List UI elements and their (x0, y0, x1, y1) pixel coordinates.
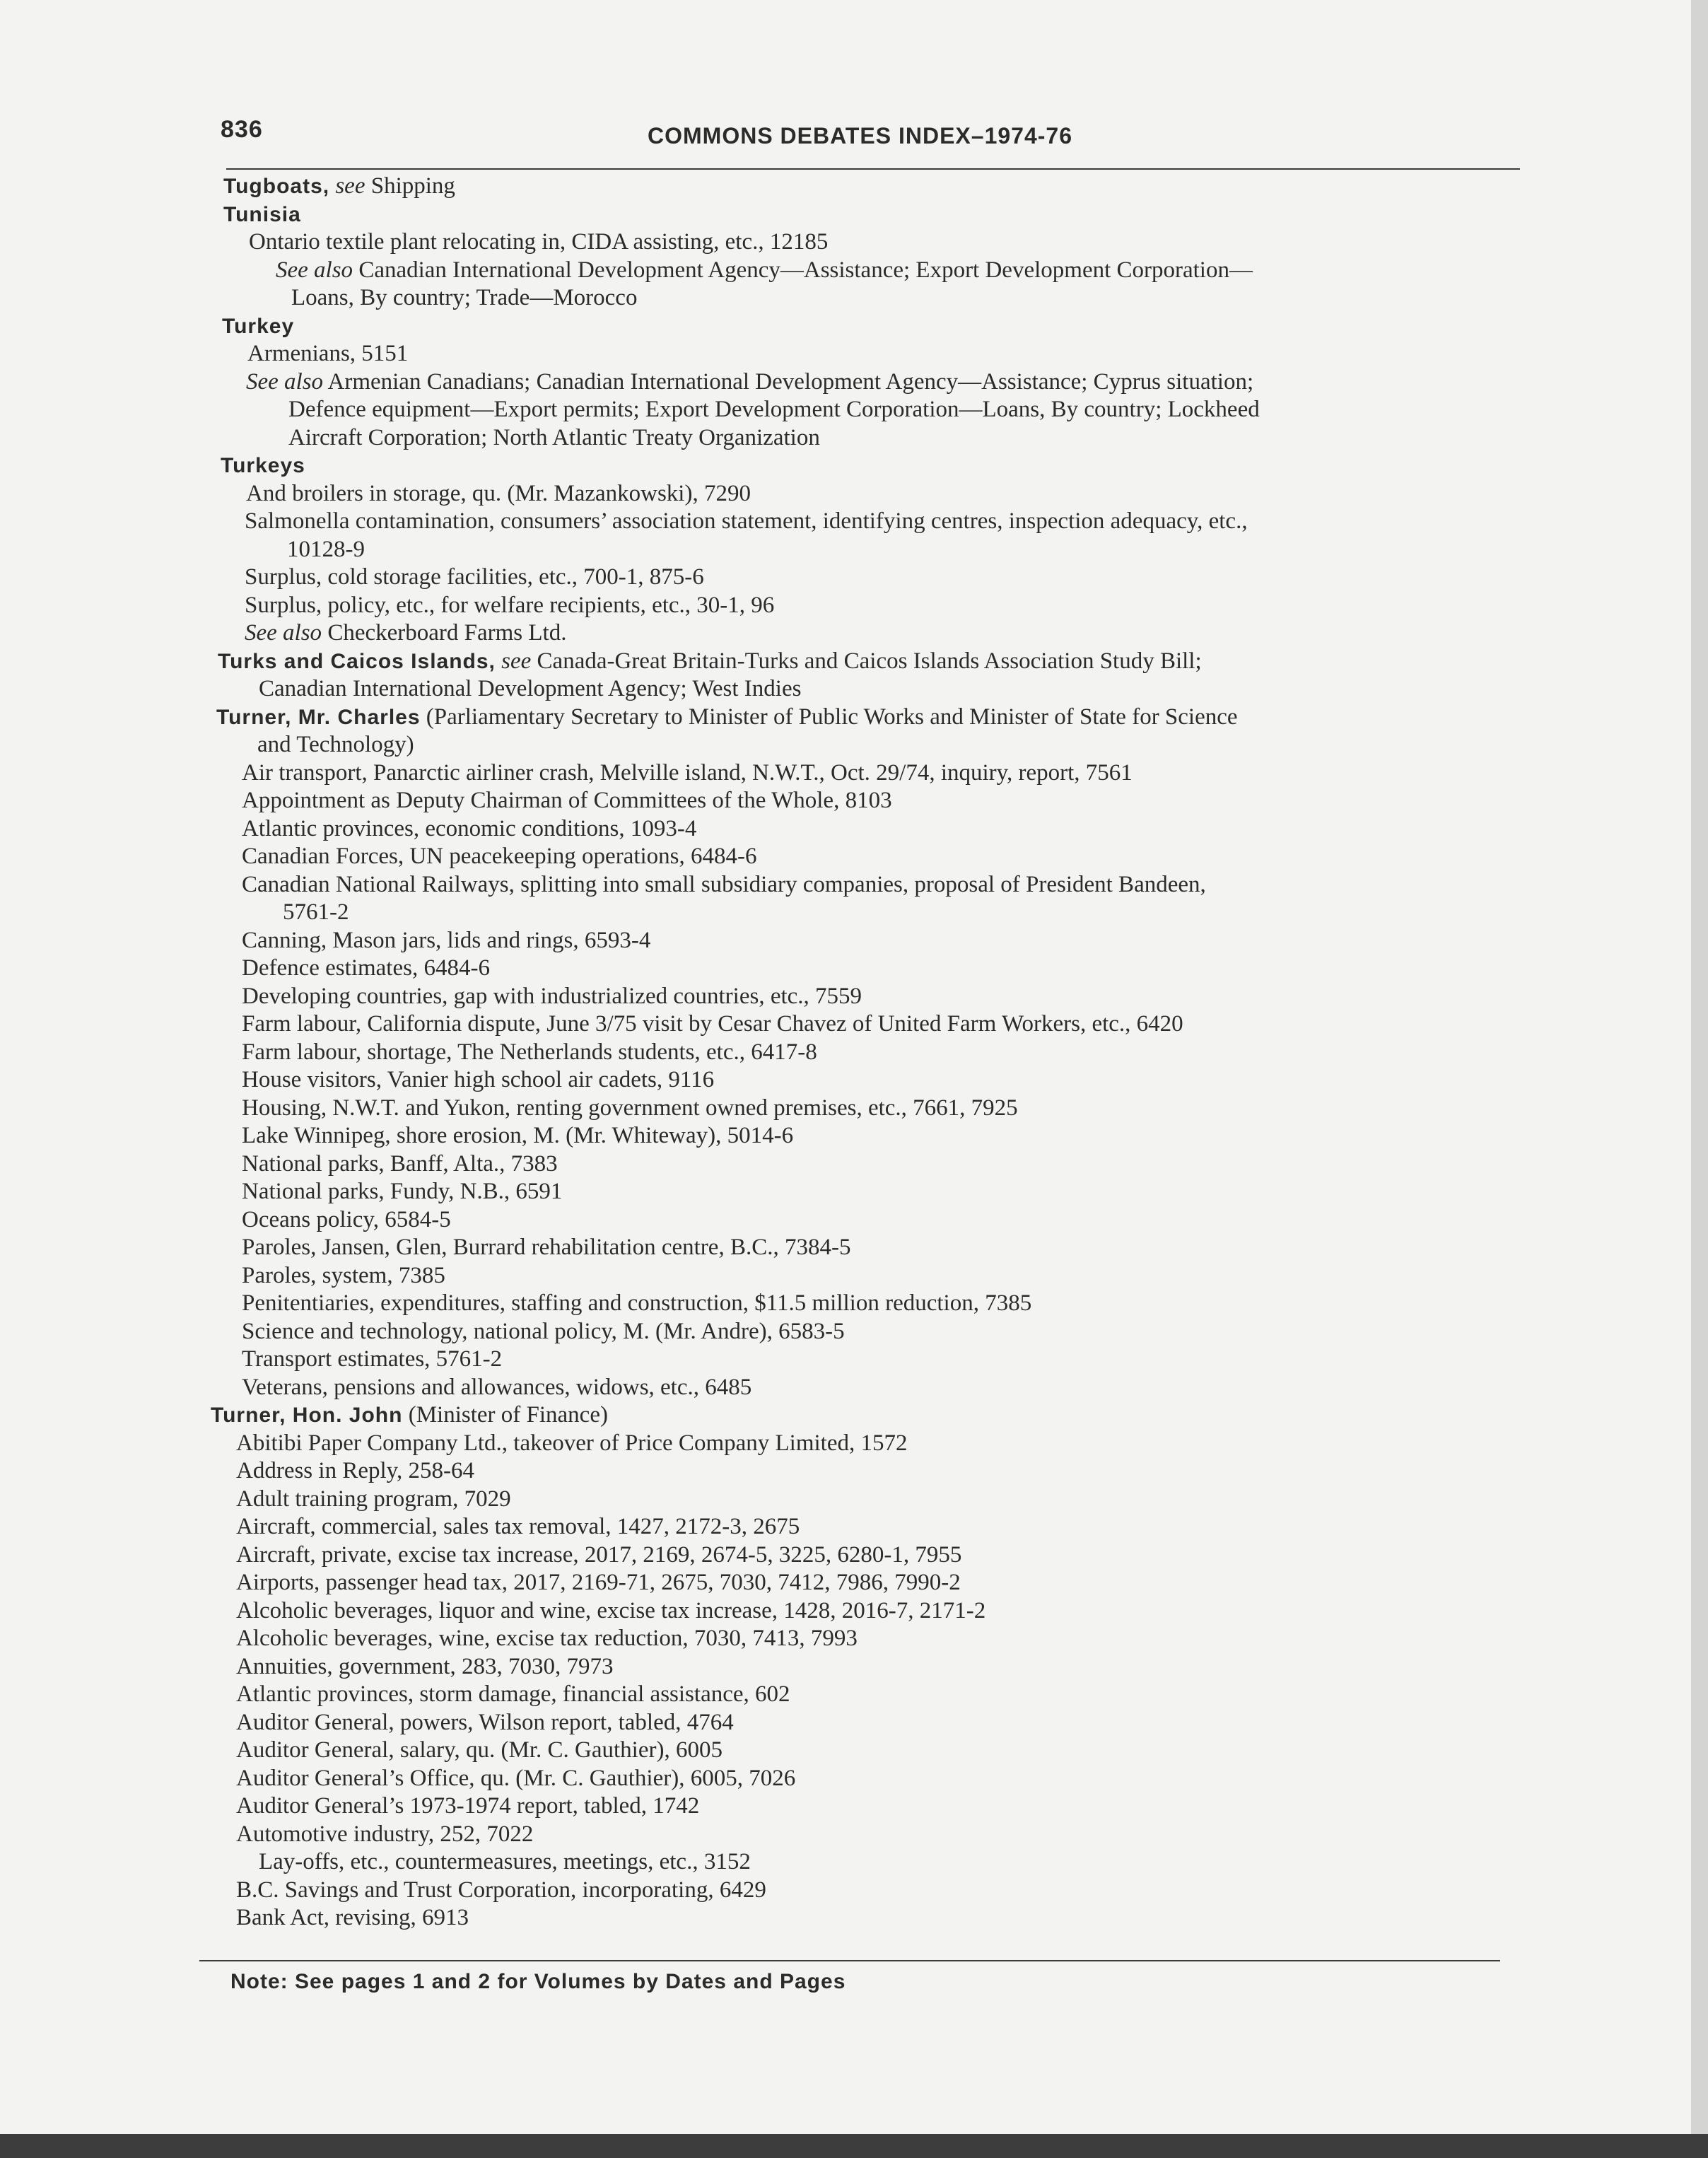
footer-rule (199, 1960, 1500, 1961)
subentry: Defence estimates, 6484-6 (242, 955, 490, 981)
entry-description: (Parliamentary Secretary to Minister of Public Works and Minister of State for Science (426, 704, 1238, 730)
subentry: Aircraft, private, excise tax increase, 2017, 2169, 2674-5, 3225, 6280-1, 7955 (236, 1541, 962, 1568)
subentry: Science and technology, national policy, M. (Mr. Andre), 6583-5 (242, 1318, 845, 1344)
entry-heading: Turks and Caicos Islands, (218, 649, 496, 673)
subentry: Paroles, system, 7385 (242, 1262, 445, 1288)
subentry: Canadian National Railways, splitting into small subsidiary companies, proposal of President Bandeen, (242, 871, 1206, 897)
subentry-continuation: 5761-2 (283, 899, 349, 925)
see-also (205, 257, 1548, 285)
subentry: Farm labour, California dispute, June 3/75 visit by Cesar Chavez of United Farm Workers, etc., 6420 (242, 1011, 1183, 1037)
page-header (221, 113, 1521, 156)
cross-reference: Canada-Great Britain-Turks and Caicos Islands Association Study Bill; (537, 648, 1202, 674)
subentry: Abitibi Paper Company Ltd., takeover of Price Company Limited, 1572 (236, 1430, 908, 1456)
subentry: Housing, N.W.T. and Yukon, renting government owned premises, etc., 7661, 7925 (242, 1095, 1018, 1121)
see-label: see (335, 173, 365, 199)
see-also-continuation: Loans, By country; Trade—Morocco (291, 285, 638, 310)
subentry: B.C. Savings and Trust Corporation, incorporating, 6429 (236, 1877, 766, 1903)
see-also-continuation: Defence equipment—Export permits; Export Development Corporation—Loans, By country; Lockheed (288, 397, 1260, 422)
running-title: COMMONS DEBATES INDEX–1974-76 (648, 123, 1072, 148)
entry-turner-charles (205, 704, 1548, 732)
subentry: Atlantic provinces, economic conditions, 1093-4 (242, 815, 697, 841)
entry-description: (Minister of Finance) (408, 1402, 608, 1428)
subentry: Auditor General, powers, Wilson report, tabled, 4764 (236, 1709, 734, 1735)
page-number: 836 (221, 116, 263, 143)
subentry: Auditor General, salary, qu. (Mr. C. Gauthier), 6005 (236, 1737, 723, 1763)
see-also-label: See also (245, 620, 322, 646)
entry-heading: Tunisia (223, 202, 301, 226)
subentry: Veterans, pensions and allowances, widows, etc., 6485 (242, 1374, 752, 1400)
entry-heading: Turkeys (221, 454, 305, 477)
subentry: And broilers in storage, qu. (Mr. Mazankowski), 7290 (246, 480, 751, 506)
subentry: Annuities, government, 283, 7030, 7973 (236, 1653, 614, 1679)
subentry: Appointment as Deputy Chairman of Committees of the Whole, 8103 (242, 788, 892, 813)
see-also (205, 368, 1548, 397)
see-also (205, 619, 1548, 648)
subentry-continuation: 10128-9 (287, 536, 365, 562)
subentry: National parks, Fundy, N.B., 6591 (242, 1179, 563, 1204)
subentry: Airports, passenger head tax, 2017, 2169-71, 2675, 7030, 7412, 7986, 7990-2 (236, 1570, 961, 1595)
subentry: Oceans policy, 6584-5 (242, 1206, 451, 1232)
entry-description-continuation: and Technology) (257, 732, 414, 757)
subentry: Canning, Mason jars, lids and rings, 6593-4 (242, 927, 651, 953)
subentry: Auditor General’s 1973-1974 report, tabled, 1742 (236, 1793, 700, 1819)
subentry: Automotive industry, 252, 7022 (236, 1821, 534, 1847)
entry-heading: Turner, Mr. Charles (216, 705, 421, 729)
cross-reference-continuation: Canadian International Development Agency; West Indies (259, 676, 802, 701)
subentry: Adult training program, 7029 (236, 1486, 511, 1512)
subentry: Transport estimates, 5761-2 (242, 1346, 503, 1372)
subentry: Penitentiaries, expenditures, staffing and construction, $11.5 million reduction, 7385 (242, 1290, 1032, 1316)
subentry: Atlantic provinces, storm damage, financial assistance, 602 (236, 1681, 790, 1707)
subentry: Salmonella contamination, consumers’ association statement, identifying centres, inspection adequacy, etc., (245, 508, 1248, 534)
see-also-continuation: Aircraft Corporation; North Atlantic Treaty Organization (288, 424, 820, 450)
see-also-label: See also (246, 368, 324, 395)
subentry: Bank Act, revising, 6913 (236, 1905, 469, 1930)
subentry: Armenians, 5151 (247, 341, 409, 366)
subentry: Canadian Forces, UN peacekeeping operations, 6484-6 (242, 844, 757, 869)
entry-heading: Tugboats, (223, 175, 330, 198)
sub-subentry: Lay-offs, etc., countermeasures, meetings, etc., 3152 (259, 1849, 751, 1874)
cross-reference: Shipping (370, 173, 455, 199)
scan-border (0, 2134, 1708, 2158)
see-label: see (501, 648, 532, 674)
subentry: Surplus, policy, etc., for welfare recipients, etc., 30-1, 96 (245, 592, 775, 618)
scan-edge (1691, 0, 1708, 2158)
subentry: Auditor General’s Office, qu. (Mr. C. Gauthier), 6005, 7026 (236, 1765, 796, 1791)
subentry: Surplus, cold storage facilities, etc., 700-1, 875-6 (245, 564, 704, 590)
see-also-label: See also (276, 257, 353, 283)
cross-reference: Armenian Canadians; Canadian International Development Agency—Assistance; Cyprus situation; (327, 368, 1254, 395)
subentry: Alcoholic beverages, wine, excise tax reduction, 7030, 7413, 7993 (236, 1626, 858, 1651)
footnote: Note: See pages 1 and 2 for Volumes by Dates and Pages (230, 1970, 846, 1993)
entry-heading: Turner, Hon. John (211, 1404, 403, 1427)
subentry: National parks, Banff, Alta., 7383 (242, 1150, 558, 1177)
entry-turner-john (205, 1401, 1548, 1430)
entry-tugboats (205, 173, 1548, 201)
subentry: Lake Winnipeg, shore erosion, M. (Mr. Whiteway), 5014-6 (242, 1123, 794, 1148)
cross-reference: Canadian International Development Agency—Assistance; Export Development Corporation— (358, 257, 1253, 283)
subentry: Air transport, Panarctic airliner crash, Melville island, N.W.T., Oct. 29/74, inquiry, report, 7561 (242, 759, 1133, 786)
header-rule (226, 168, 1520, 170)
subentry: Aircraft, commercial, sales tax removal, 1427, 2172-3, 2675 (236, 1514, 800, 1539)
subentry: Ontario textile plant relocating in, CIDA assisting, etc., 12185 (249, 229, 829, 255)
subentry: Address in Reply, 258-64 (236, 1458, 474, 1483)
subentry: Paroles, Jansen, Glen, Burrard rehabilitation centre, B.C., 7384-5 (242, 1235, 851, 1260)
subentry: House visitors, Vanier high school air cadets, 9116 (242, 1067, 715, 1092)
entry-heading: Turkey (222, 314, 295, 338)
subentry: Farm labour, shortage, The Netherlands students, etc., 6417-8 (242, 1039, 817, 1065)
entry-turks-caicos (205, 648, 1548, 676)
cross-reference: Checkerboard Farms Ltd. (327, 620, 567, 646)
subentry: Developing countries, gap with industrialized countries, etc., 7559 (242, 983, 862, 1009)
index-entries (205, 173, 1548, 1932)
subentry: Alcoholic beverages, liquor and wine, excise tax increase, 1428, 2016-7, 2171-2 (236, 1597, 986, 1623)
